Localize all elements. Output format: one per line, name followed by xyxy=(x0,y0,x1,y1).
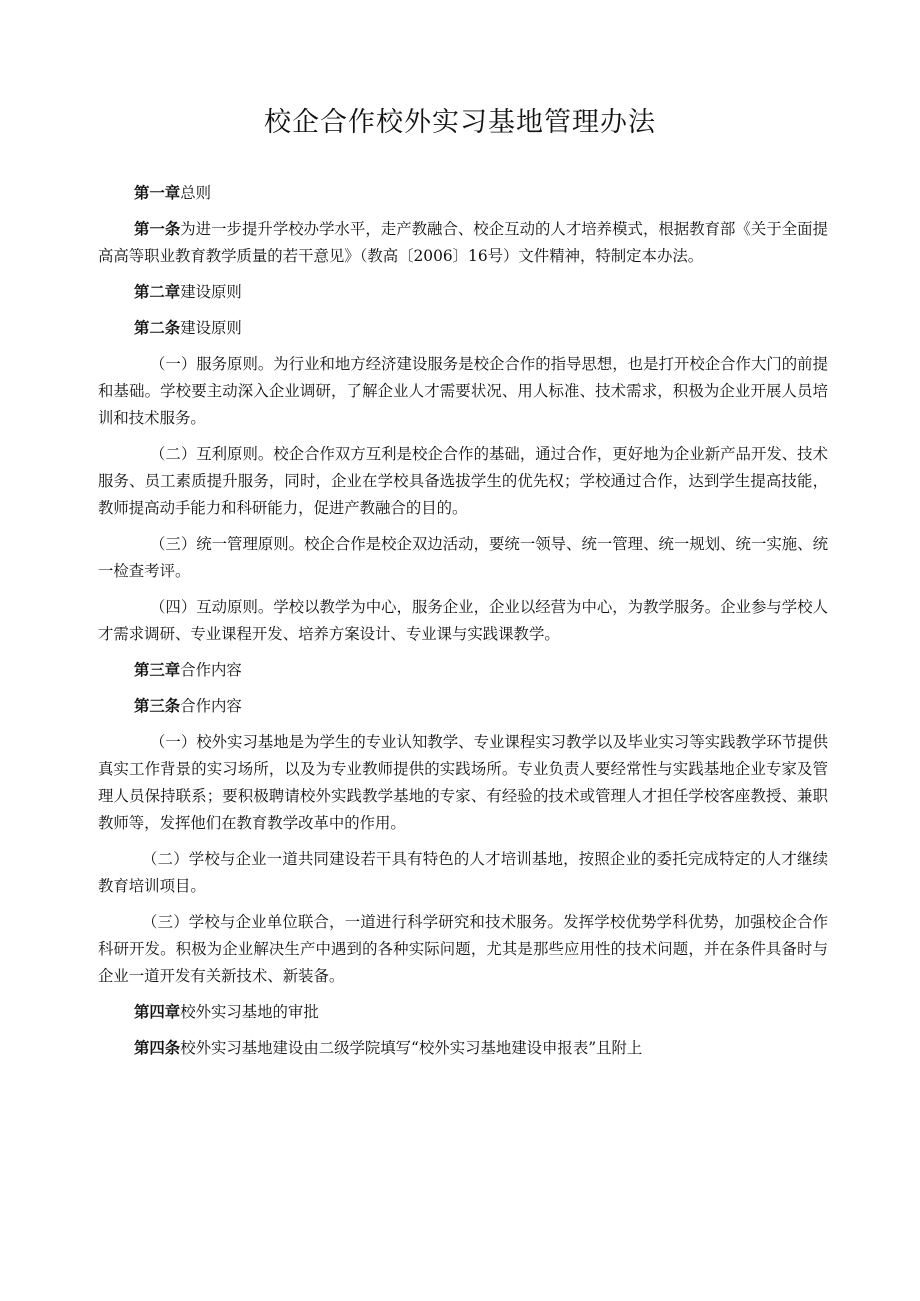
article-label: 第三条 xyxy=(134,697,181,715)
chapter-label: 第一章 xyxy=(134,184,181,202)
cooperation-item-2: （二）学校与企业一道共同建设若干具有特色的人才培训基地，按照企业的委托完成特定的人才继续教育培训项目。 xyxy=(98,850,828,895)
article-text: 建设原则 xyxy=(180,319,242,337)
article-2-heading xyxy=(134,315,828,342)
article-4-line xyxy=(134,1035,828,1062)
article-text: 校外实习基地建设由二级学院填写“校外实习基地建设申报表”且附上 xyxy=(180,1039,643,1057)
chapter-3-heading xyxy=(134,657,828,684)
chapter-1-heading xyxy=(134,180,828,207)
chapter-label: 第二章 xyxy=(134,283,181,301)
cooperation-item-3: （三）学校与企业单位联合，一道进行科学研究和技术服务。发挥学校优势学科优势，加强校企合作科研开发。积极为企业解决生产中遇到的各种实际问题，尤其是那些应用性的技术问题，并在条件具备时与企业一道开发有关新技术、新装备。 xyxy=(98,913,828,985)
article-text: 合作内容 xyxy=(180,697,242,715)
chapter-text: 总则 xyxy=(180,184,211,202)
article-text: 为进一步提升学校办学水平，走产教融合、校企互动的人才培养模式，根据教育部《关于全面提高高等职业教育教学质量的若干意见》（教高〔2006〕16号）文件精神，特制定本办法。 xyxy=(98,220,828,265)
article-label: 第二条 xyxy=(134,319,181,337)
principle-item-4: （四）互动原则。学校以教学为中心，服务企业，企业以经营为中心，为教学服务。企业参与学校人才需求调研、专业课程开发、培养方案设计、专业课与实践课教学。 xyxy=(98,598,828,643)
article-label: 第一条 xyxy=(134,220,181,238)
document-body xyxy=(98,180,828,1071)
chapter-label: 第四章 xyxy=(134,1003,181,1021)
document-title: 校企合作校外实习基地管理办法 xyxy=(264,107,656,138)
chapter-text: 校外实习基地的审批 xyxy=(180,1003,319,1021)
article-3-heading xyxy=(134,693,828,720)
chapter-4-heading xyxy=(134,999,828,1026)
chapter-text: 建设原则 xyxy=(180,283,242,301)
principle-item-1: （一）服务原则。为行业和地方经济建设服务是校企合作的指导思想，也是打开校企合作大门的前提和基础。学校要主动深入企业调研，了解企业人才需要状况、用人标准、技术需求，积极为企业开展人员培训和技术服务。 xyxy=(98,355,828,427)
principle-item-3: （三）统一管理原则。校企合作是校企双边活动，要统一领导、统一管理、统一规划、统一实施、统一检查考评。 xyxy=(98,535,828,580)
article-1 xyxy=(98,216,828,270)
principle-item-2: （二）互利原则。校企合作双方互利是校企合作的基础，通过合作，更好地为企业新产品开发、技术服务、员工素质提升服务，同时，企业在学校具备选拔学生的优先权；学校通过合作，达到学生提高技能，教师提高动手能力和科研能力，促进产教融合的目的。 xyxy=(98,445,828,517)
chapter-text: 合作内容 xyxy=(180,661,242,679)
cooperation-item-1: （一）校外实习基地是为学生的专业认知教学、专业课程实习教学以及毕业实习等实践教学环节提供真实工作背景的实习场所，以及为专业教师提供的实践场所。专业负责人要经常性与实践基地企业专家及管理人员保持联系；要积极聘请校外实践教学基地的专家、有经验的技术或管理人才担任学校客座教授、兼职教师等，发挥他们在教育教学改革中的作用。 xyxy=(98,733,828,832)
article-label: 第四条 xyxy=(134,1039,181,1057)
chapter-label: 第三章 xyxy=(134,661,181,679)
chapter-2-heading xyxy=(134,279,828,306)
